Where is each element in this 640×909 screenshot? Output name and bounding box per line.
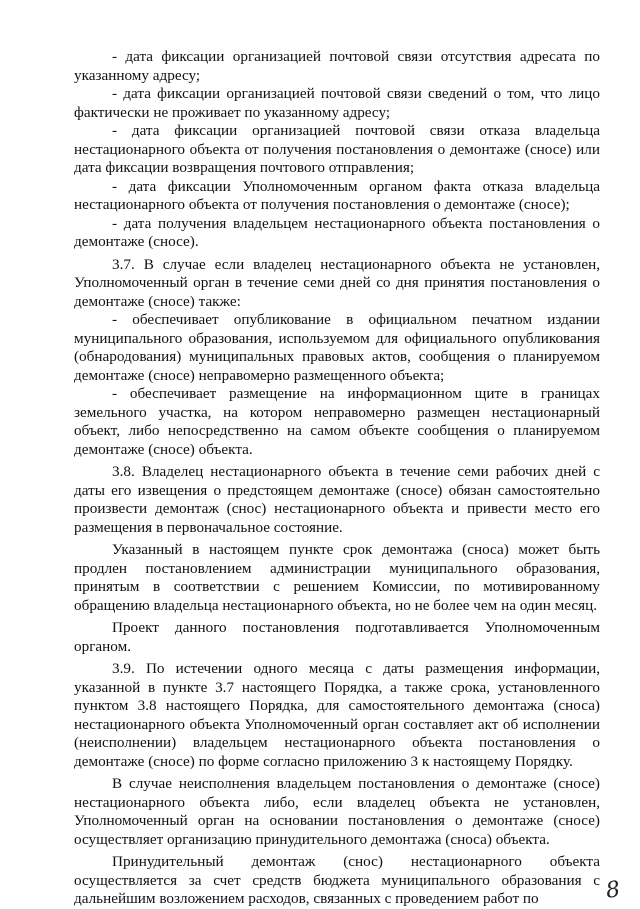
paragraph-draft-resolution: Проект данного постановления подготавливается Уполномоченным органом. — [74, 619, 600, 655]
paragraph-non-execution: В случае неисполнения владельцем постановления о демонтаже (сносе) нестационарного объекта либо, если владелец объекта не установлен, Уполномоченный орган на основании постановления о демонтаже (сносе) осуществляет организацию принудительного демонтажа (сноса) объекта. — [74, 775, 600, 848]
paragraph-absence-of-addressee: - дата фиксации организацией почтовой связи отсутствия адресата по указанному адресу; — [74, 48, 600, 84]
paragraph-publication: - обеспечивает опубликование в официальном печатном издании муниципального образования, используемом для официального опубликования (обнародования) муниципальных правовых актов, сообщения о планируемом демонтаже (сносе) неправомерно размещенного объекта; — [74, 311, 600, 384]
paragraph-receipt-date: - дата получения владельцем нестационарного объекта постановления о демонтаже (сносе). — [74, 214, 600, 250]
paragraph-refusal-authority: - дата фиксации Уполномоченным органом факта отказа владельца нестационарного объекта от получения постановления о демонтаже (сносе); — [74, 177, 600, 213]
paragraph-forced-dismantling: Принудительный демонтаж (снос) нестационарного объекта осуществляется за счет средств бюджета муниципального образования с дальнейшим возложением расходов, связанных с проведением работ по — [74, 853, 600, 907]
document-page — [74, 48, 600, 909]
paragraph-refusal-postal: - дата фиксации организацией почтовой связи отказа владельца нестационарного объекта от получения постановления о демонтаже (сносе) или дата фиксации возвращения почтового отправления; — [74, 122, 600, 176]
paragraph-not-residing: - дата фиксации организацией почтовой связи сведений о том, что лицо фактически не проживает по указанному адресу; — [74, 85, 600, 121]
paragraph-3-9: 3.9. По истечении одного месяца с даты размещения информации, указанной в пункте 3.7 настоящего Порядка, а также срока, установленного пунктом 3.8 настоящего Порядка, для самостоятельного демонтажа (сноса) нестационарного объекта Уполномоченный орган составляет акт об исполнении (неисполнении) владельцем нестационарного объекта постановления о демонтаже (сносе) по форме согласно приложению 3 к настоящему Порядку. — [74, 660, 600, 770]
paragraph-3-7: 3.7. В случае если владелец нестационарного объекта не установлен, Уполномоченный орган в течение семи дней со дня принятия постановления о демонтаже (сносе) также: — [74, 255, 600, 310]
page-number: 8 — [604, 877, 622, 904]
paragraph-info-board: - обеспечивает размещение на информационном щите в границах земельного участка, на котором неправомерно размещен нестационарный объект, либо непосредственно на самом объекте сообщения о планируемом демонтаже (сносе) объекта. — [74, 385, 600, 458]
paragraph-extension: Указанный в настоящем пункте срок демонтажа (сноса) может быть продлен постановлением администрации муниципального образования, принятым в соответствии с решением Комиссии, по мотивированному обращению владельца нестационарного объекта, но не более чем на один месяц. — [74, 541, 600, 614]
paragraph-3-8: 3.8. Владелец нестационарного объекта в течение семи рабочих дней с даты его извещения о предстоящем демонтаже (сносе) обязан самостоятельно произвести демонтаж (снос) нестационарного объекта и привести место его размещения в первоначальное состояние. — [74, 463, 600, 536]
